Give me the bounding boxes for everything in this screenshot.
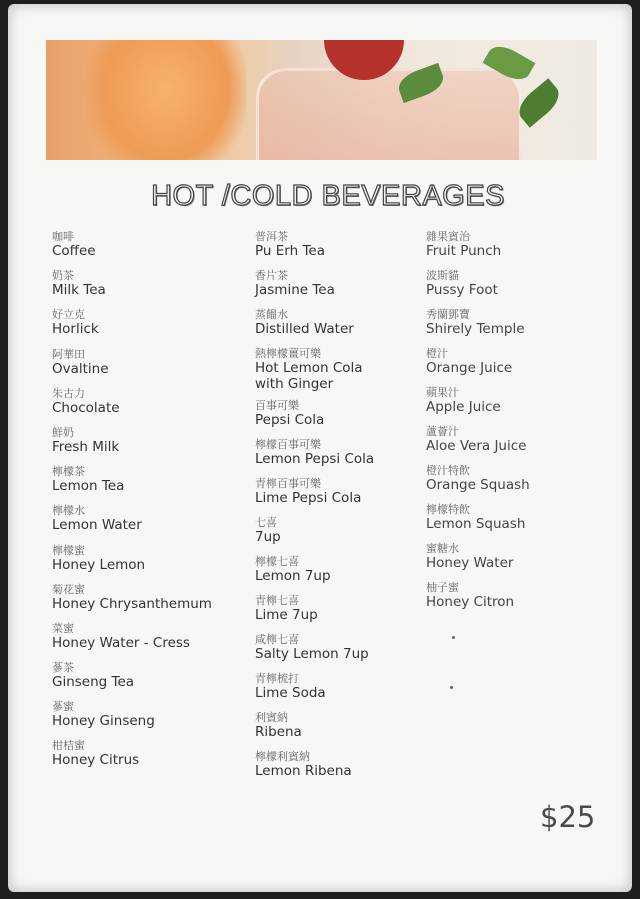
menu-item-english-name: Lemon Tea	[52, 478, 125, 495]
menu-item-chinese-name: 利賓納	[255, 711, 288, 724]
menu-item-english-name: Ginseng Tea	[52, 674, 135, 691]
menu-item-chinese-name: 檸檬七喜	[255, 555, 299, 568]
menu-item-chinese-name: 阿華田	[52, 347, 85, 361]
menu-item	[52, 700, 212, 739]
menu-item-english-name: Ribena	[255, 724, 302, 740]
menu-item-english-name: Coffee	[52, 243, 96, 259]
menu-item	[255, 516, 374, 555]
menu-item-english-name: Chocolate	[52, 399, 120, 416]
menu-item	[52, 465, 212, 504]
menu-item-chinese-name: 橙汁特飲	[426, 464, 470, 477]
menu-item	[255, 438, 374, 477]
menu-title: HOT /COLD BEVERAGES	[151, 180, 505, 212]
menu-item	[52, 583, 212, 622]
menu-item	[255, 750, 374, 789]
menu-item-english-name: Fresh Milk	[52, 438, 120, 455]
menu-item-chinese-name: 好立克	[52, 308, 85, 322]
menu-item	[426, 425, 530, 464]
speck	[450, 686, 453, 689]
menu-item-chinese-name: 青檸梳打	[255, 672, 299, 685]
menu-item-chinese-name: 七喜	[255, 516, 277, 529]
menu-item	[52, 544, 212, 583]
menu-item-english-name: Lemon 7up	[255, 568, 331, 584]
menu-item	[52, 230, 212, 269]
menu-item-chinese-name: 鮮奶	[52, 425, 74, 439]
menu-item-english-name: Aloe Vera Juice	[426, 438, 527, 454]
menu-item	[255, 477, 374, 516]
menu-item-chinese-name: 百事可樂	[255, 399, 299, 412]
menu-item-chinese-name: 檸檬水	[52, 504, 85, 518]
menu-item-chinese-name: 柚子蜜	[426, 581, 459, 594]
menu-item-english-name: Lemon Water	[52, 517, 142, 534]
menu-item-chinese-name: 熱檸檬薑可樂	[255, 347, 321, 360]
menu-item	[255, 633, 374, 672]
menu-item-english-name: Honey Chrysanthemum	[52, 595, 212, 612]
menu-item-chinese-name: 柑桔蜜	[52, 739, 85, 753]
menu-item-chinese-name: 蔘茶	[52, 661, 74, 675]
menu-item	[52, 661, 212, 700]
menu-item-chinese-name: 蔘蜜	[52, 700, 74, 714]
menu-item	[426, 542, 530, 581]
menu-item-english-name: Honey Citrus	[52, 752, 140, 769]
menu-item-chinese-name: 菊花蜜	[52, 582, 85, 596]
menu-item	[255, 399, 374, 438]
menu-item	[426, 581, 530, 620]
menu-item	[255, 347, 374, 399]
menu-item	[426, 503, 530, 542]
menu-item-chinese-name: 橙汁	[426, 347, 448, 360]
menu-item	[255, 308, 374, 347]
menu-item-english-name: Lime Pepsi Cola	[255, 490, 362, 506]
menu-item-english-name-line2: with Ginger	[255, 376, 334, 392]
menu-item	[426, 386, 530, 425]
menu-item-chinese-name: 香片茶	[255, 269, 288, 282]
menu-item	[255, 672, 374, 711]
menu-item-chinese-name: 咸檸七喜	[255, 633, 299, 646]
menu-item-chinese-name: 咖啡	[52, 230, 74, 243]
menu-item	[255, 269, 374, 308]
menu-item-chinese-name: 雜果賓治	[426, 230, 470, 243]
menu-item	[52, 739, 212, 778]
menu-item-english-name: Lemon Ribena	[255, 763, 352, 779]
menu-item	[255, 711, 374, 750]
iced-tea-glass-image	[256, 68, 522, 160]
menu-item-english-name: Shirely Temple	[426, 321, 525, 337]
menu-item-chinese-name: 秀蘭鄧寶	[426, 308, 470, 321]
menu-item-english-name: Lime 7up	[255, 607, 318, 623]
price-label: $25	[540, 800, 596, 834]
menu-item-english-name: Lemon Squash	[426, 516, 526, 532]
menu-item-english-name: Lime Soda	[255, 685, 326, 701]
menu-item-english-name: 7up	[255, 529, 281, 545]
menu-item	[52, 387, 212, 426]
menu-item-english-name: Honey Citron	[426, 594, 515, 610]
menu-item-chinese-name: 青檸百事可樂	[255, 477, 321, 490]
menu-item	[52, 622, 212, 661]
menu-item-english-name: Distilled Water	[255, 321, 354, 337]
menu-item	[255, 594, 374, 633]
menu-item-english-name: Jasmine Tea	[255, 282, 335, 298]
menu-column-3	[426, 230, 530, 620]
menu-item-english-name: Orange Squash	[426, 477, 530, 493]
menu-item	[255, 555, 374, 594]
menu-item	[52, 269, 212, 308]
menu-item	[52, 348, 212, 387]
menu-item-english-name: Pepsi Cola	[255, 412, 325, 428]
menu-item-english-name: Milk Tea	[52, 282, 106, 299]
menu-item-chinese-name: 朱古力	[52, 386, 85, 400]
menu-item-english-name: Honey Ginseng	[52, 713, 155, 730]
menu-item-english-name: Lemon Pepsi Cola	[255, 451, 375, 467]
menu-item	[426, 308, 530, 347]
beverage-photo-banner	[46, 40, 597, 160]
menu-column-1	[52, 230, 212, 779]
menu-item-english-name: Fruit Punch	[426, 243, 502, 259]
menu-item-chinese-name: 蒸餾水	[255, 308, 288, 321]
speck	[452, 636, 455, 639]
orange-drink-glass-image	[86, 40, 246, 160]
menu-item	[426, 230, 530, 269]
menu-item-english-name: Honey Water	[426, 555, 514, 571]
menu-item-english-name: Hot Lemon Cola	[255, 360, 363, 376]
menu-item	[255, 230, 374, 269]
menu-item	[426, 347, 530, 386]
menu-item-english-name: Honey Lemon	[52, 556, 146, 573]
menu-item-english-name: Honey Water - Cress	[52, 634, 190, 651]
menu-item-english-name: Pussy Foot	[426, 282, 498, 298]
menu-item-chinese-name: 檸檬利賓納	[255, 750, 310, 763]
menu-item	[426, 269, 530, 308]
menu-item-chinese-name: 蜜糖水	[426, 542, 459, 555]
menu-item-english-name: Horlick	[52, 321, 99, 338]
menu-item	[52, 426, 212, 465]
menu-item-english-name: Ovaltine	[52, 360, 109, 377]
menu-item-english-name: Pu Erh Tea	[255, 243, 325, 259]
menu-item-chinese-name: 蘋果汁	[426, 386, 459, 399]
menu-item-chinese-name: 蘆薈汁	[426, 425, 459, 438]
menu-item-english-name: Orange Juice	[426, 360, 513, 376]
menu-item	[52, 308, 212, 347]
menu-item-chinese-name: 青檸七喜	[255, 594, 299, 607]
menu-item-english-name: Apple Juice	[426, 399, 501, 415]
menu-item	[52, 504, 212, 543]
menu-item-chinese-name: 奶茶	[52, 269, 74, 283]
menu-column-2	[255, 230, 374, 789]
menu-item-chinese-name: 普洱茶	[255, 230, 288, 243]
menu-item-chinese-name: 菜蜜	[52, 621, 74, 635]
menu-item-chinese-name: 檸檬百事可樂	[255, 438, 321, 451]
menu-item-english-name: Salty Lemon 7up	[255, 646, 369, 662]
menu-item-chinese-name: 檸檬茶	[52, 465, 85, 479]
menu-item	[426, 464, 530, 503]
menu-item-chinese-name: 檸檬蜜	[52, 543, 85, 557]
menu-item-chinese-name: 檸檬特飲	[426, 503, 470, 516]
menu-item-chinese-name: 波斯貓	[426, 269, 459, 282]
